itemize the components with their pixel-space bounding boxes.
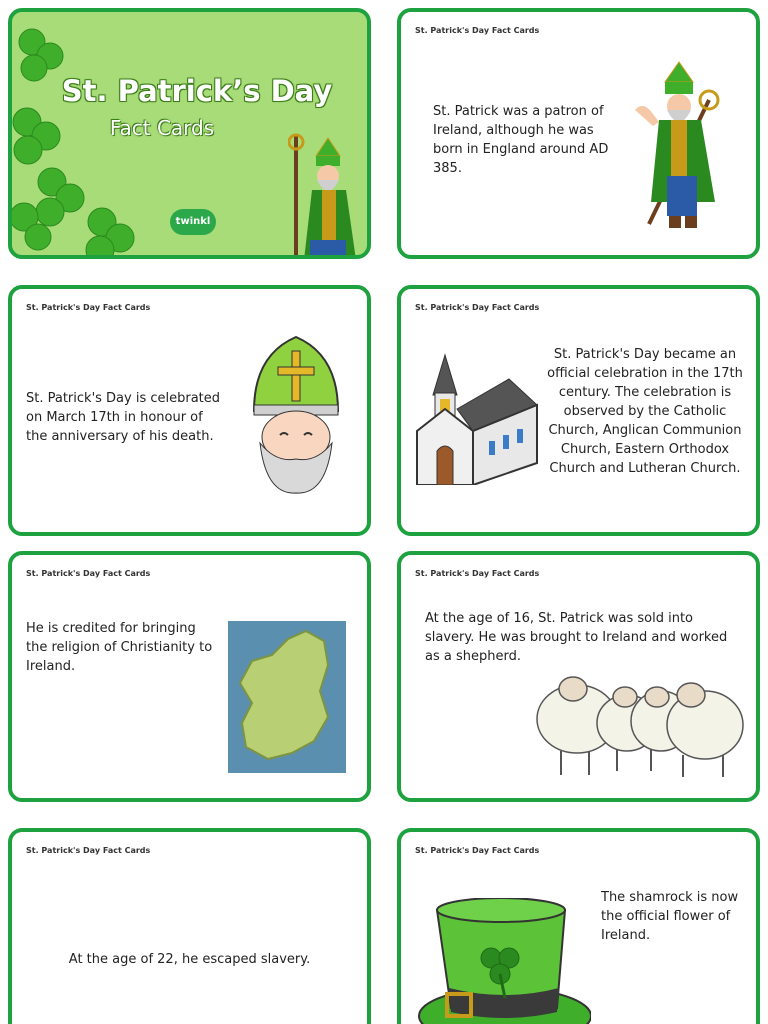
card-text: He is credited for bringing the religion of Christianity to Ireland. <box>26 621 213 674</box>
card-text: St. Patrick's Day became an official celebration in the 17th century. The celebration is observed by the Catholic Church, Anglican Communion Church, Eastern Orthodox Church and Lutheran Church. <box>547 347 743 476</box>
fact-card <box>8 828 371 1024</box>
leprechaun-hat-icon <box>415 898 591 1024</box>
sheep-icon <box>533 667 747 781</box>
fact-card <box>8 551 371 802</box>
fact-card <box>397 828 760 1024</box>
cover-card <box>8 8 371 259</box>
church-icon <box>413 345 541 485</box>
card-header: St. Patrick's Day Fact Cards <box>415 303 540 312</box>
fact-card <box>8 285 371 536</box>
card-text: At the age of 22, he escaped slavery. <box>68 952 311 967</box>
fact-card <box>397 8 760 259</box>
ireland-map-icon <box>228 621 346 773</box>
fact-card <box>397 285 760 536</box>
saint-patrick-icon <box>629 56 729 236</box>
cover-title: St. Patrick’s Day <box>61 74 333 108</box>
card-text: St. Patrick was a patron of Ireland, although he was born in England around AD 385. <box>433 104 609 176</box>
fact-card <box>397 551 760 802</box>
card-text: St. Patrick's Day is celebrated on March 17th in honour of the anniversary of his death. <box>26 391 221 444</box>
card-text: At the age of 16, St. Patrick was sold into slavery. He was brought to Ireland and worked as a shepherd. <box>425 611 728 664</box>
twinkl-logo: twinkl <box>170 209 216 235</box>
card-header: St. Patrick's Day Fact Cards <box>415 846 540 855</box>
card-header: St. Patrick's Day Fact Cards <box>415 569 540 578</box>
saint-patrick-face-icon <box>246 335 346 497</box>
card-header: St. Patrick's Day Fact Cards <box>415 26 540 35</box>
card-header: St. Patrick's Day Fact Cards <box>26 303 151 312</box>
card-header: St. Patrick's Day Fact Cards <box>26 846 151 855</box>
cover-subtitle: Fact Cards <box>109 116 215 140</box>
card-text: The shamrock is now the official flower of Ireland. <box>601 890 739 943</box>
saint-patrick-icon <box>288 130 368 259</box>
card-header: St. Patrick's Day Fact Cards <box>26 569 151 578</box>
